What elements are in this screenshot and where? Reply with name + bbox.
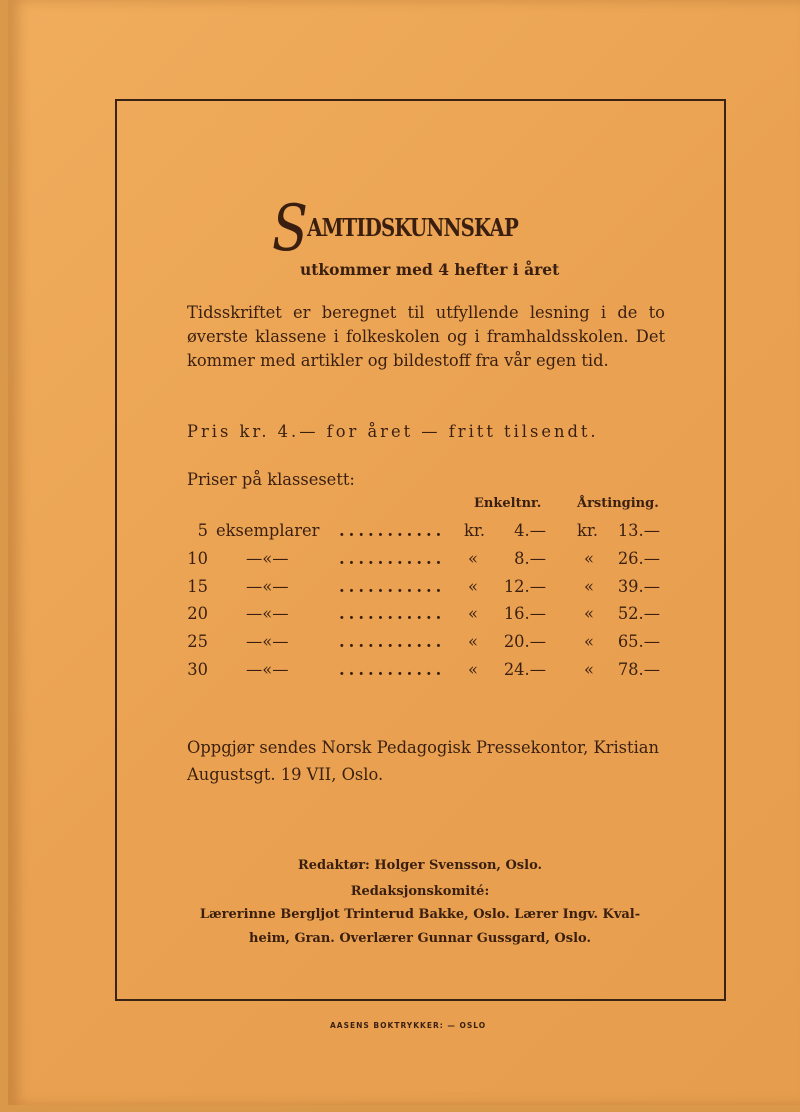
row-cur2: « <box>584 548 594 568</box>
row-cur2: « <box>584 604 594 624</box>
row-cur2: « <box>584 660 594 679</box>
row-single: 16.— <box>503 604 546 624</box>
magazine-title <box>272 192 518 266</box>
row-desc: —«— <box>246 660 289 679</box>
row-yearly: 78.— <box>617 660 660 679</box>
row-yearly: 65.— <box>617 632 660 652</box>
row-dots: ........... <box>339 604 446 624</box>
row-dots: ........... <box>339 632 446 652</box>
row-single: 4.— <box>514 521 546 540</box>
row-count: 20 <box>187 604 208 624</box>
row-desc: —«— <box>246 548 289 568</box>
row-cur1: « <box>468 632 478 652</box>
row-dots: ........... <box>339 576 446 596</box>
row-count: 25 <box>187 632 208 652</box>
row-dots: ........... <box>339 660 446 679</box>
title-rest: amtidskunnskap <box>307 205 518 245</box>
row-count: 30 <box>187 660 208 679</box>
row-desc: —«— <box>246 632 289 652</box>
row-desc: —«— <box>246 604 289 624</box>
description: Tidsskriftet er beregnet til utfyllende lesning i de to øverste klassene i folkeskolen og i framhaldsskolen. Det kommer med artikler og bildestoff fra vår egen tid. <box>187 303 665 370</box>
row-single: 8.— <box>514 548 546 568</box>
row-cur2: kr. <box>577 521 599 540</box>
row-cur1: « <box>468 576 478 596</box>
row-count: 10 <box>187 548 208 568</box>
row-cur1: kr. <box>464 521 486 540</box>
subtitle: utkommer med 4 hefter i året <box>300 260 560 279</box>
committee-line: heim, Gran. Overlærer Gunnar Gussgard, Oslo. <box>249 931 591 946</box>
row-dots: ........... <box>339 548 446 568</box>
row-cur1: « <box>468 660 478 679</box>
row-yearly: 26.— <box>617 548 660 568</box>
row-cur2: « <box>584 632 594 652</box>
committee-label: Redaksjonskomité: <box>350 884 490 899</box>
row-count: 5 <box>197 521 208 540</box>
row-cur1: « <box>468 548 478 568</box>
committee-line: Lærerinne Bergljot Trinterud Bakke, Oslo. Lærer Ingv. Kval- <box>199 907 641 922</box>
row-single: 24.— <box>503 660 546 679</box>
row-cur2: « <box>584 576 594 596</box>
row-single: 12.— <box>503 576 546 596</box>
header-yearly: Årstinging. <box>577 496 659 511</box>
editor: Redaktør: Holger Svensson, Oslo. <box>297 858 543 873</box>
title-initial: S <box>272 192 308 266</box>
printer-imprint: AASENS BOKTRYKKER: — OSLO <box>330 1021 487 1030</box>
class-sets-label: Priser på klassesett: <box>187 470 355 489</box>
row-yearly: 13.— <box>617 521 660 540</box>
price-line: Pris kr. 4.— for året — fritt tilsendt. <box>187 422 599 441</box>
row-single: 20.— <box>503 632 546 652</box>
row-desc: eksemplarer <box>216 521 320 540</box>
row-count: 15 <box>187 576 208 596</box>
row-desc: —«— <box>246 576 289 596</box>
row-yearly: 52.— <box>617 604 660 624</box>
header-single: Enkeltnr. <box>474 496 542 511</box>
payment-info: Oppgjør sendes Norsk Pedagogisk Pressekontor, Kristian Augustsgt. 19 VII, Oslo. <box>187 738 659 784</box>
row-dots: ........... <box>339 521 446 540</box>
row-yearly: 39.— <box>617 576 660 596</box>
row-cur1: « <box>468 604 478 624</box>
